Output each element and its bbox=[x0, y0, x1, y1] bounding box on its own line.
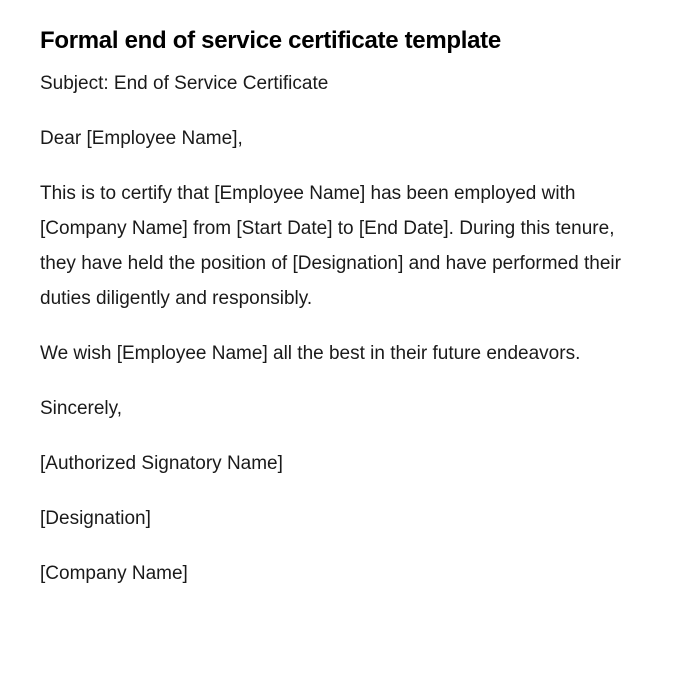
document-title: Formal end of service certificate template bbox=[40, 27, 501, 54]
salutation: Dear [Employee Name], bbox=[40, 128, 243, 149]
closing: Sincerely, bbox=[40, 398, 123, 419]
subject-line: Subject: End of Service Certificate bbox=[40, 73, 329, 94]
body-paragraph-certification: This is to certify that [Employee Name] has been employed with [Company Name] from [Start Date] to [End Date]. During this tenure, they have held the position of [Designation] and have performed their duties diligently and responsibly. bbox=[40, 183, 621, 309]
certificate-document bbox=[40, 24, 640, 611]
body-paragraph-wishes: We wish [Employee Name] all the best in their future endeavors. bbox=[40, 343, 581, 364]
signatory-name: [Authorized Signatory Name] bbox=[40, 453, 283, 474]
signatory-company: [Company Name] bbox=[40, 563, 188, 584]
signatory-designation: [Designation] bbox=[40, 508, 151, 529]
